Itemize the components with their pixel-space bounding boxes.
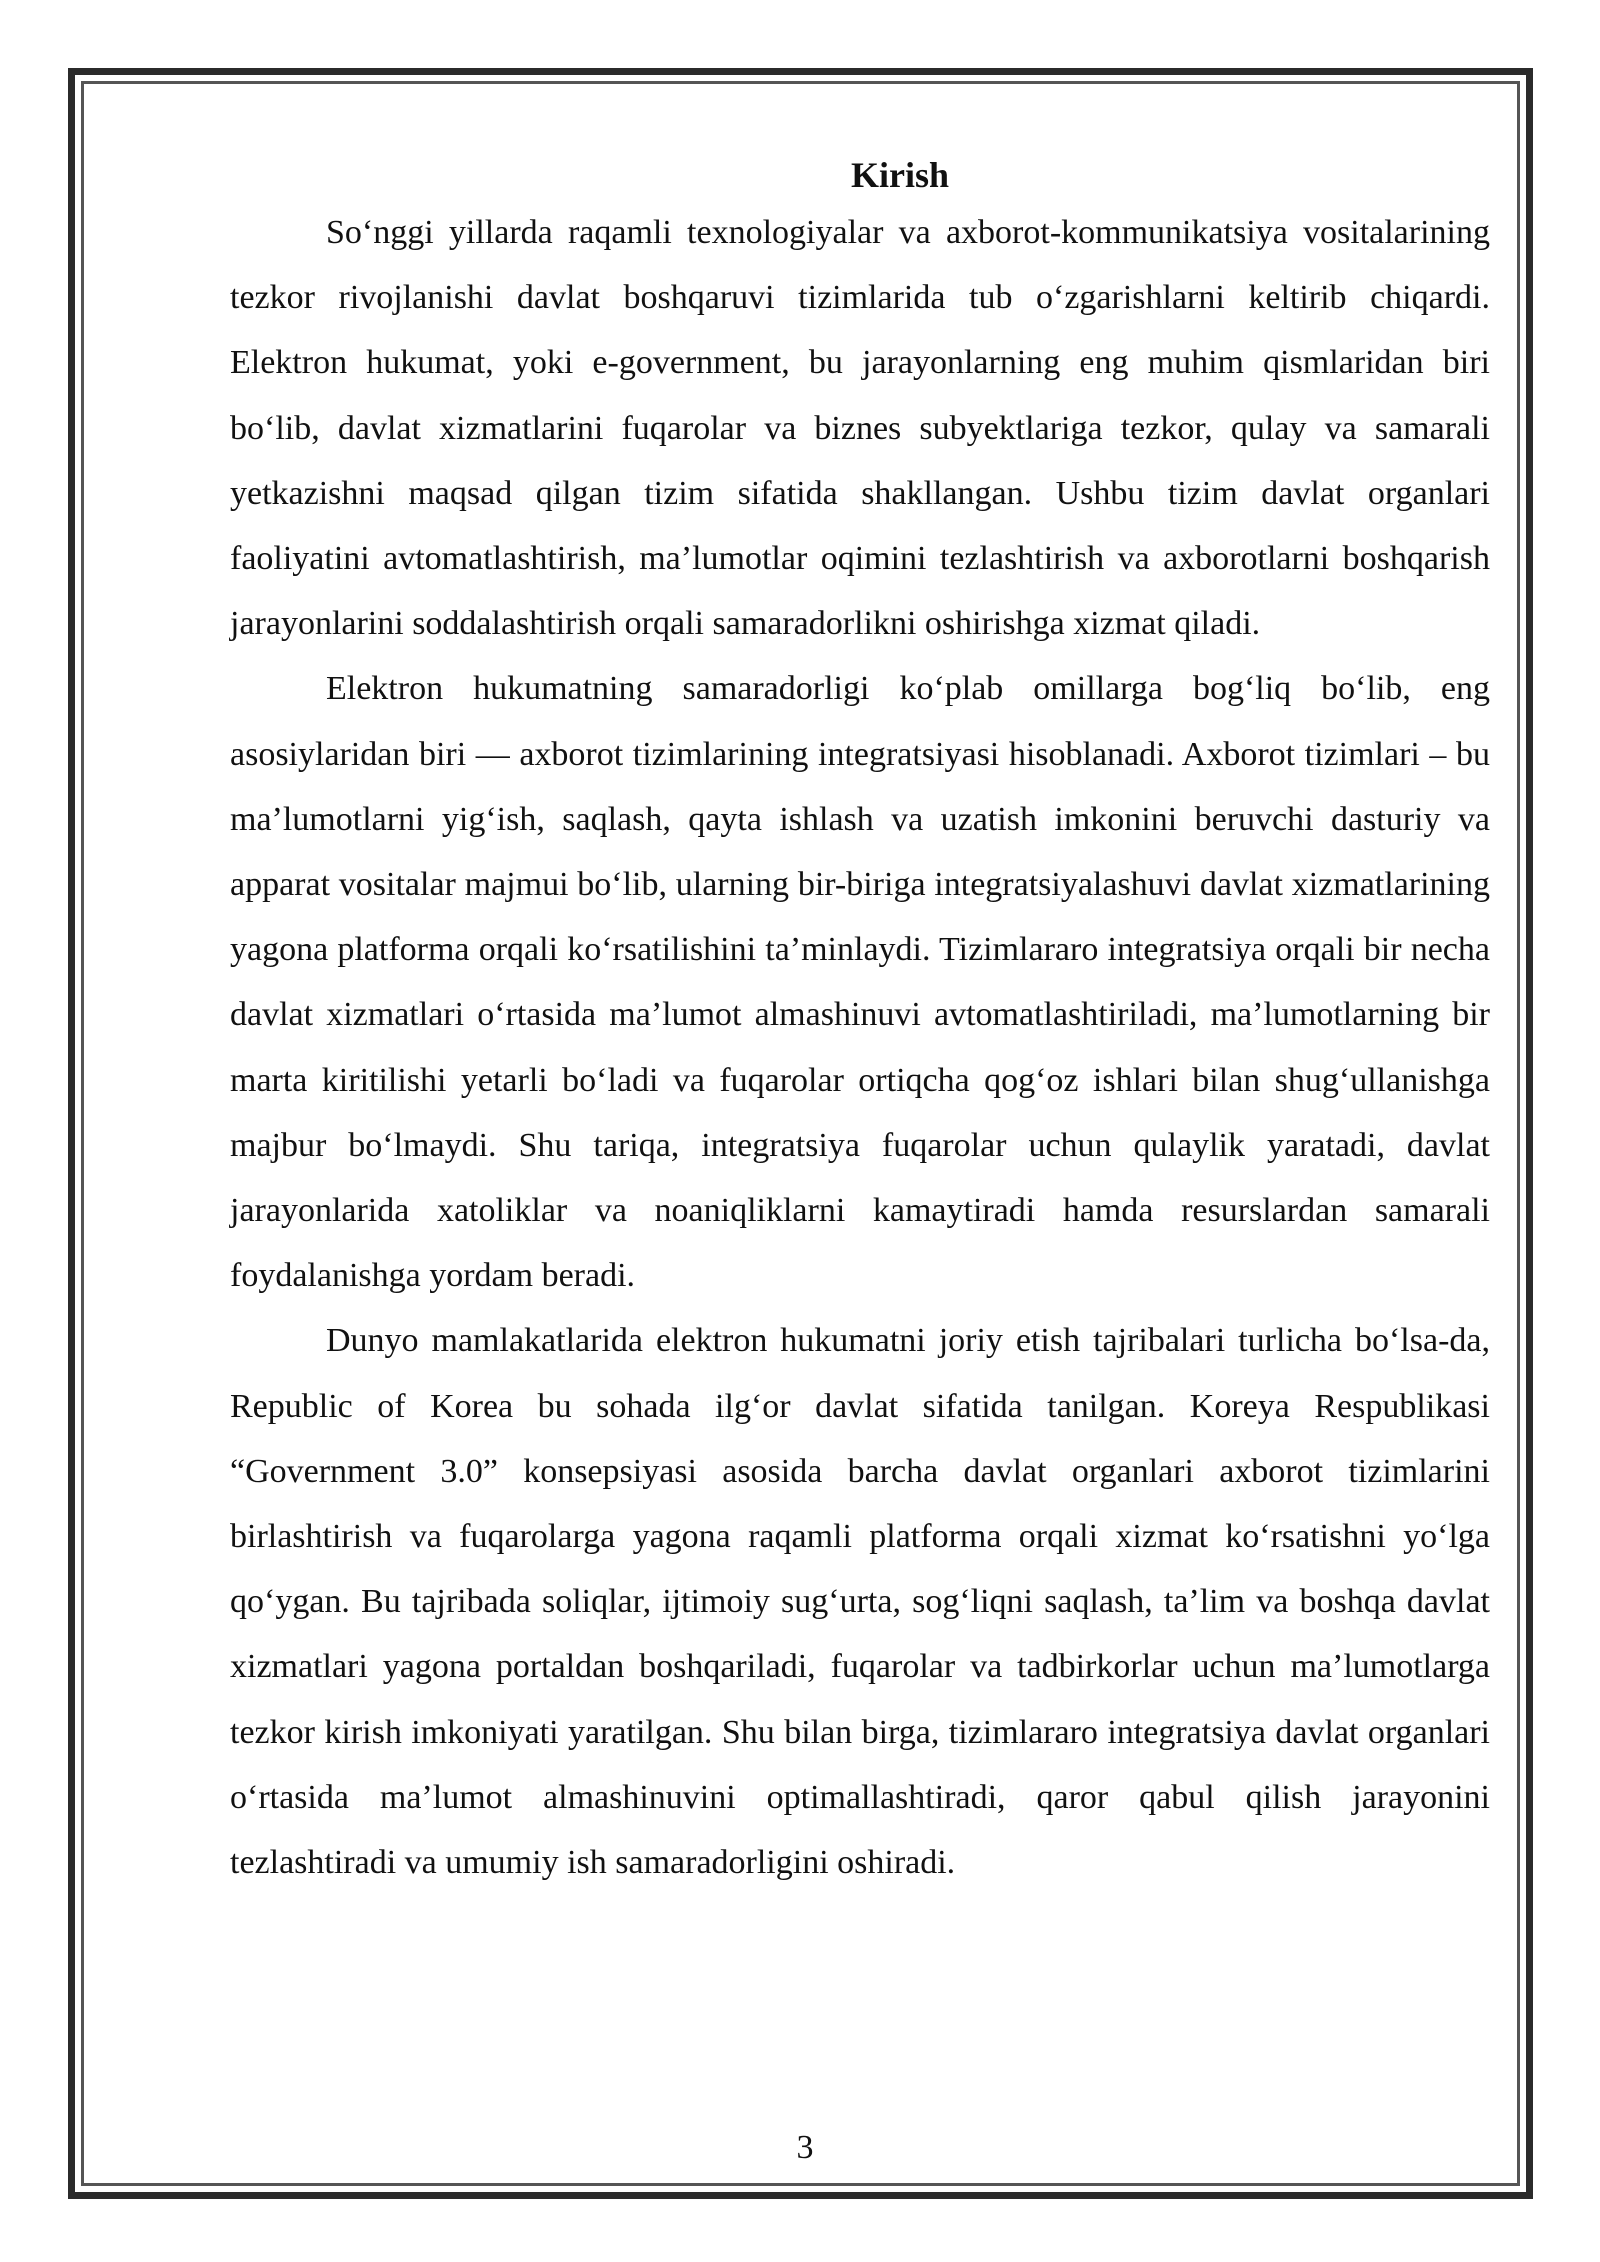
paragraph-2: Elektron hukumatning samaradorligi ko‘plab omillarga bog‘liq bo‘lib, eng asosiylaridan biri — axborot tizimlarining integratsiyasi hisoblanadi. Axborot tizimlari – bu ma’lumotlarni yig‘ish, saqlash, qayta ishlash va uzatish imkonini beruvchi dasturiy va apparat vositalar majmui bo‘lib, ularning bir-biriga integratsiyalashuvi davlat xizmatlarining yagona platforma orqali ko‘rsatilishini ta’minlaydi. Tizimlararo integratsiya orqali bir necha davlat xizmatlari o‘rtasida ma’lumot almashinuvi avtomatlashtiriladi, ma’lumotlarning bir marta kiritilishi yetarli bo‘ladi va fuqarolar ortiqcha qog‘oz ishlari bilan shug‘ullanishga majbur bo‘lmaydi. Shu tariqa, integratsiya fuqarolar uchun qulaylik yaratadi, davlat jarayonlarida xatoliklar va noaniqliklarni kamaytiradi hamda resurslardan samarali foydalanishga yordam beradi. [230,670,1490,1295]
paragraph-3: Dunyo mamlakatlarida elektron hukumatni joriy etish tajribalari turlicha bo‘lsa-da, Republic of Korea bu sohada ilg‘or davlat sifatida tanilgan. Koreya Respublikasi “Government 3.0” konsepsiyasi asosida barcha davlat organlari axborot tizimlarini birlashtirish va fuqarolarga yagona raqamli platforma orqali xizmat ko‘rsatishni yo‘lga qo‘ygan. Bu tajribada soliqlar, ijtimoiy sug‘urta, sog‘liqni saqlash, ta’lim va boshqa davlat xizmatlari yagona portaldan boshqariladi, fuqarolar va tadbirkorlar uchun ma’lumotlarga tezkor kirish imkoniyati yaratilgan. Shu bilan birga, tizimlararo integratsiya davlat organlari o‘rtasida ma’lumot almashinuvini optimallashtiradi, qaror qabul qilish jarayonini tezlashtiradi va umumiy ish samaradorligini oshiradi. [230,1322,1490,1882]
paragraph-1: So‘nggi yillarda raqamli texnologiyalar va axborot-kommunikatsiya vositalarining tezkor rivojlanishi davlat boshqaruvi tizimlarida tub o‘zgarishlarni keltirib chiqardi. Elektron hukumat, yoki e-government, bu jarayonlarning eng muhim qismlaridan biri bo‘lib, davlat xizmatlarini fuqarolar va biznes subyektlariga tezkor, qulay va samarali yetkazishni maqsad qilgan tizim sifatida shakllangan. Ushbu tizim davlat organlari faoliyatini avtomatlashtirish, ma’lumotlar oqimini tezlashtirish va axborotlarni boshqarish jarayonlarini soddalashtirish orqali samaradorlikni oshirishga xizmat qiladi. [230,214,1490,643]
document-title: Kirish [850,155,949,195]
page-number: 3 [796,2129,814,2166]
document-body [230,150,1490,1895]
